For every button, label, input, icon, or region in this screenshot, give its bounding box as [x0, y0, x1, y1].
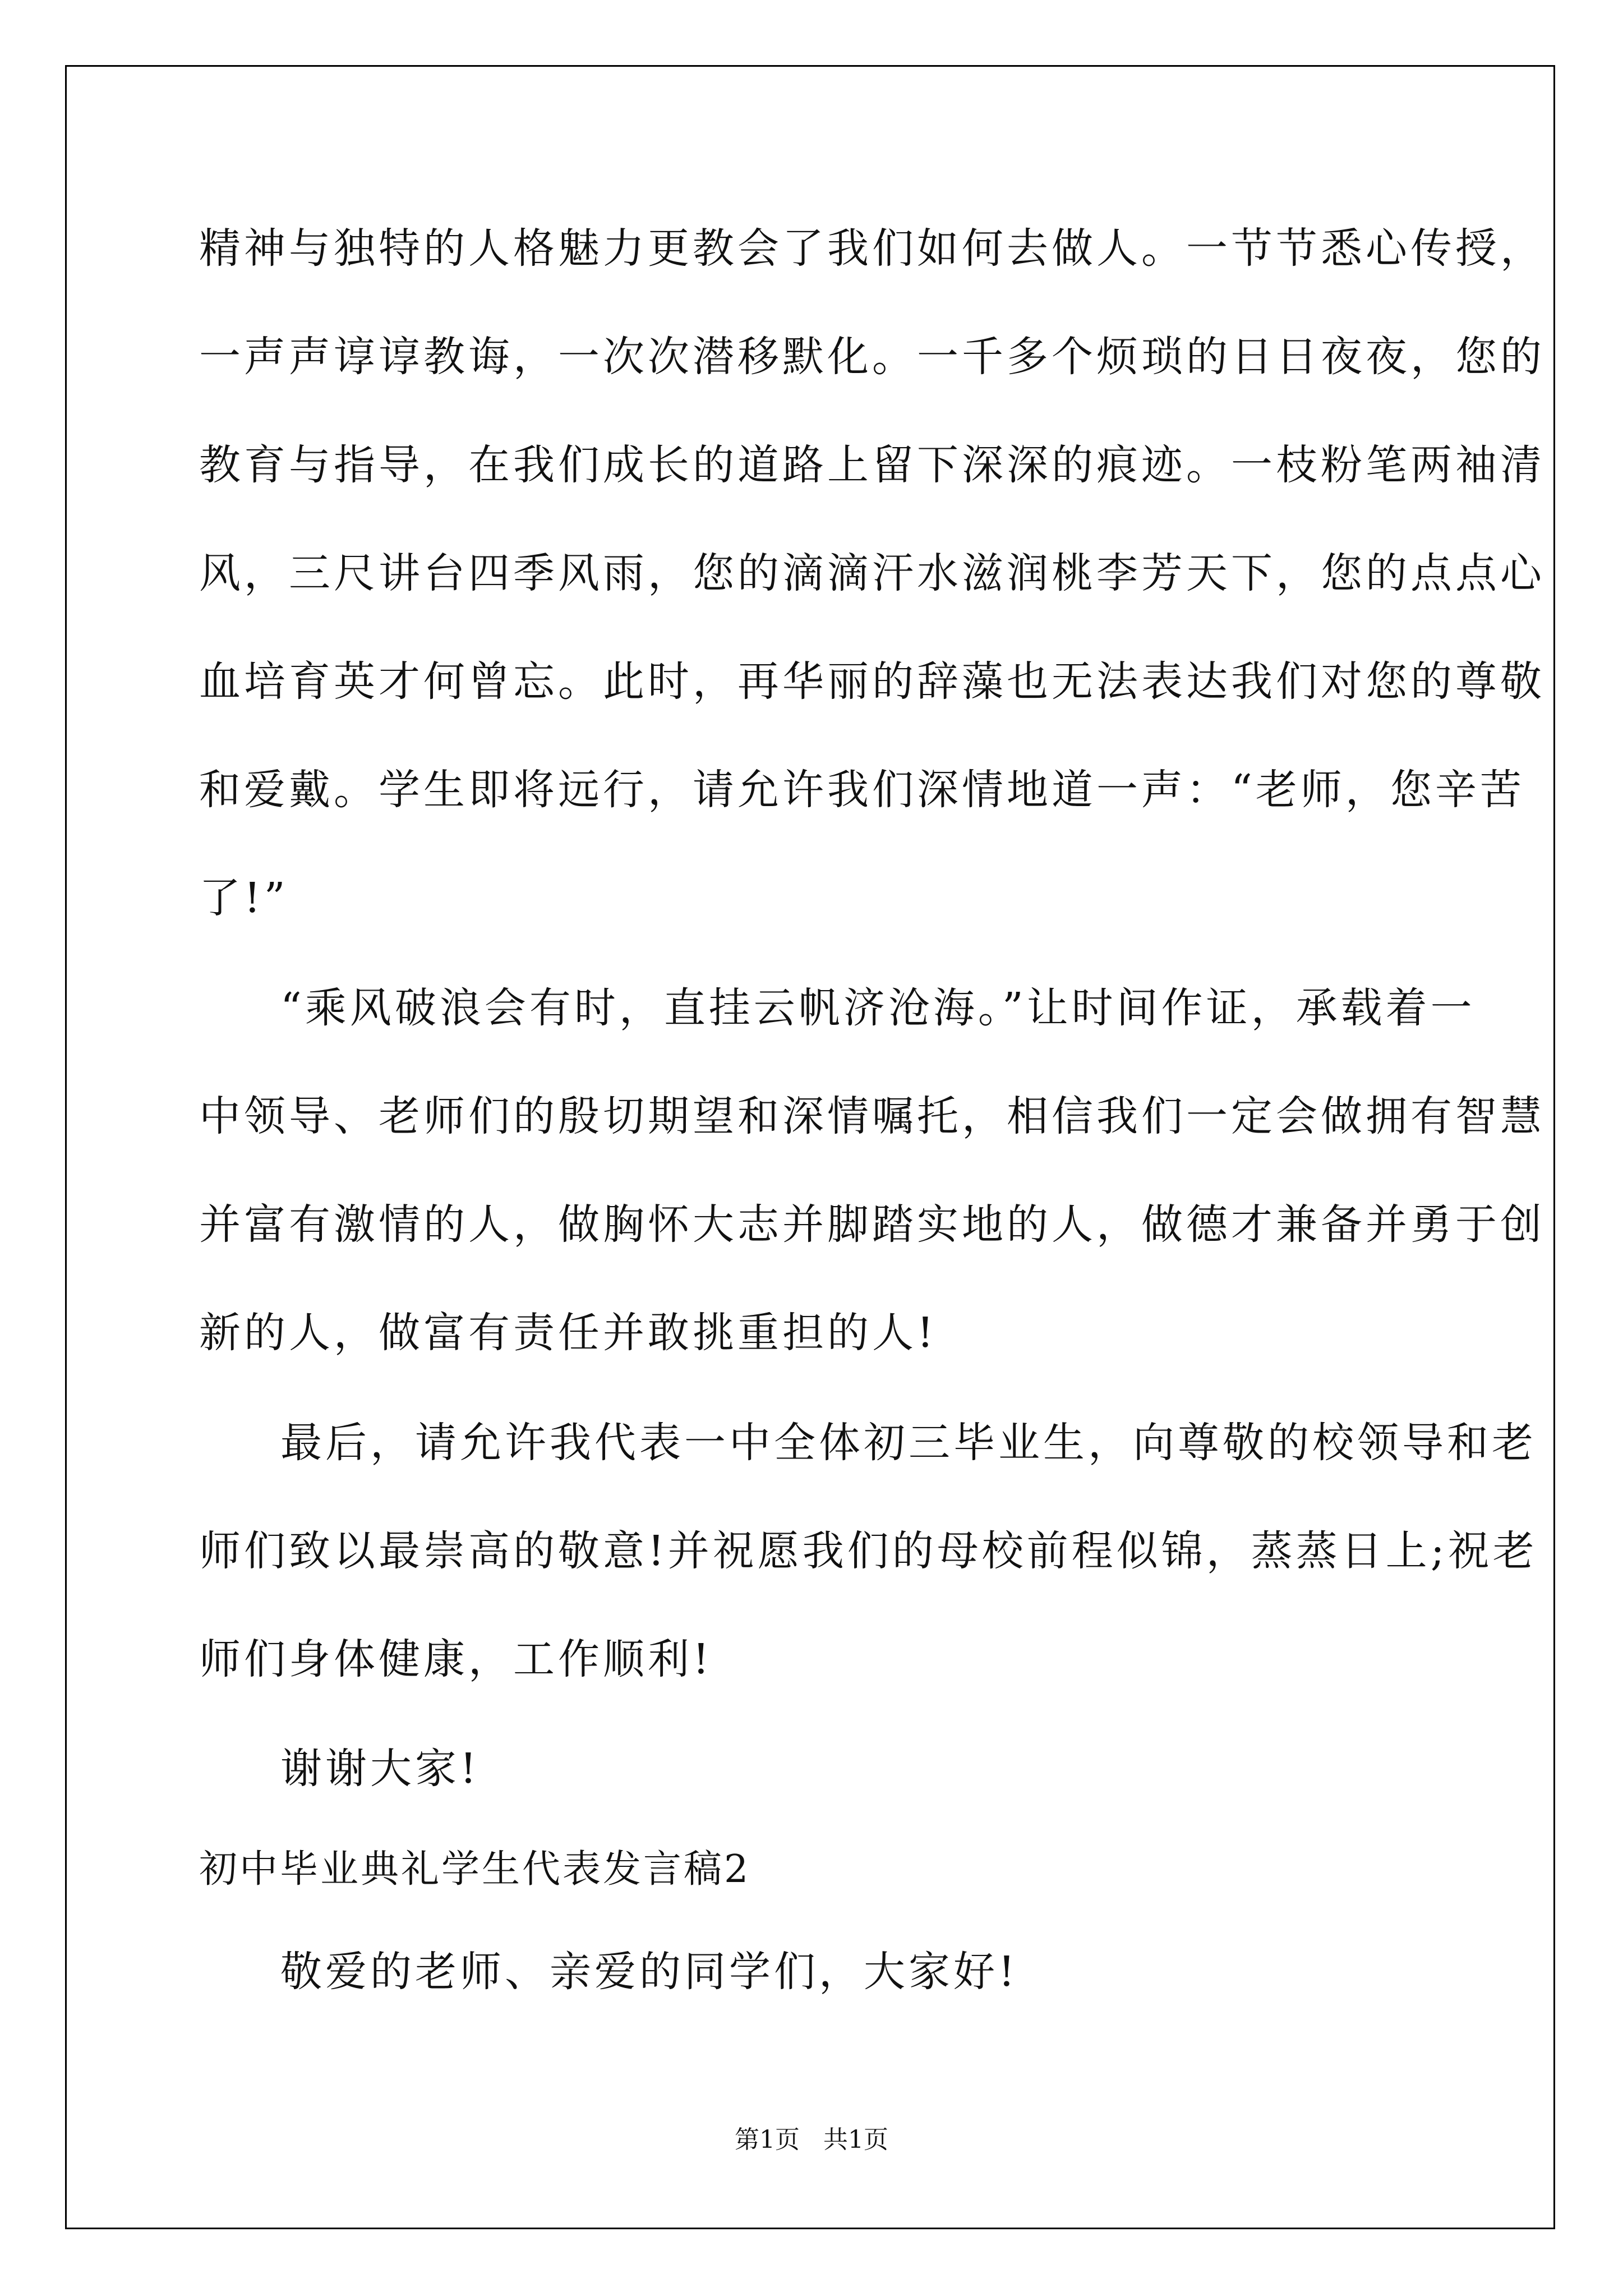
body-text-line: 一声声谆谆教诲，一次次潜移默化。一千多个烦琐的日日夜夜，您的 [199, 333, 1545, 381]
body-text-line: “乘风破浪会有时，直挂云帆济沧海。”让时间作证，承载着一 [280, 984, 1476, 1032]
body-text-line: 中领导、老师们的殷切期望和深情嘱托，相信我们一定会做拥有智慧 [199, 1092, 1545, 1140]
page-footer: 第1页 共1页 [735, 2125, 888, 2154]
body-text-line: 谢谢大家! [280, 1745, 480, 1793]
body-text-line: 了!” [199, 874, 289, 922]
body-text-line: 最后，请允许我代表一中全体初三毕业生，向尊敬的校领导和老 [280, 1419, 1537, 1467]
body-text-line: 风，三尺讲台四季风雨，您的滴滴汗水滋润桃李芳天下，您的点点心 [199, 549, 1545, 597]
body-text-line: 精神与独特的人格魅力更教会了我们如何去做人。一节节悉心传授， [199, 224, 1545, 273]
body-text-line: 教育与指导，在我们成长的道路上留下深深的痕迹。一枝粉笔两袖清 [199, 441, 1545, 489]
body-text-line: 并富有激情的人，做胸怀大志并脚踏实地的人，做德才兼备并勇于创 [199, 1200, 1545, 1249]
body-text-line: 师们身体健康，工作顺利! [199, 1635, 713, 1683]
body-text-line: 和爱戴。学生即将远行，请允许我们深情地道一声：“老师，您辛苦 [199, 766, 1525, 814]
body-text-line: 新的人，做富有责任并敢挑重担的人! [199, 1309, 937, 1357]
body-text-line: 师们致以最崇高的敬意!并祝愿我们的母校前程似锦，蒸蒸日上;祝老 [199, 1527, 1538, 1575]
greeting-line: 敬爱的老师、亲爱的同学们，大家好! [280, 1948, 1018, 1996]
section-heading: 初中毕业典礼学生代表发言稿2 [199, 1847, 751, 1892]
page-border [65, 65, 1555, 2229]
body-text-line: 血培育英才何曾忘。此时，再华丽的辞藻也无法表达我们对您的尊敬 [199, 657, 1545, 706]
